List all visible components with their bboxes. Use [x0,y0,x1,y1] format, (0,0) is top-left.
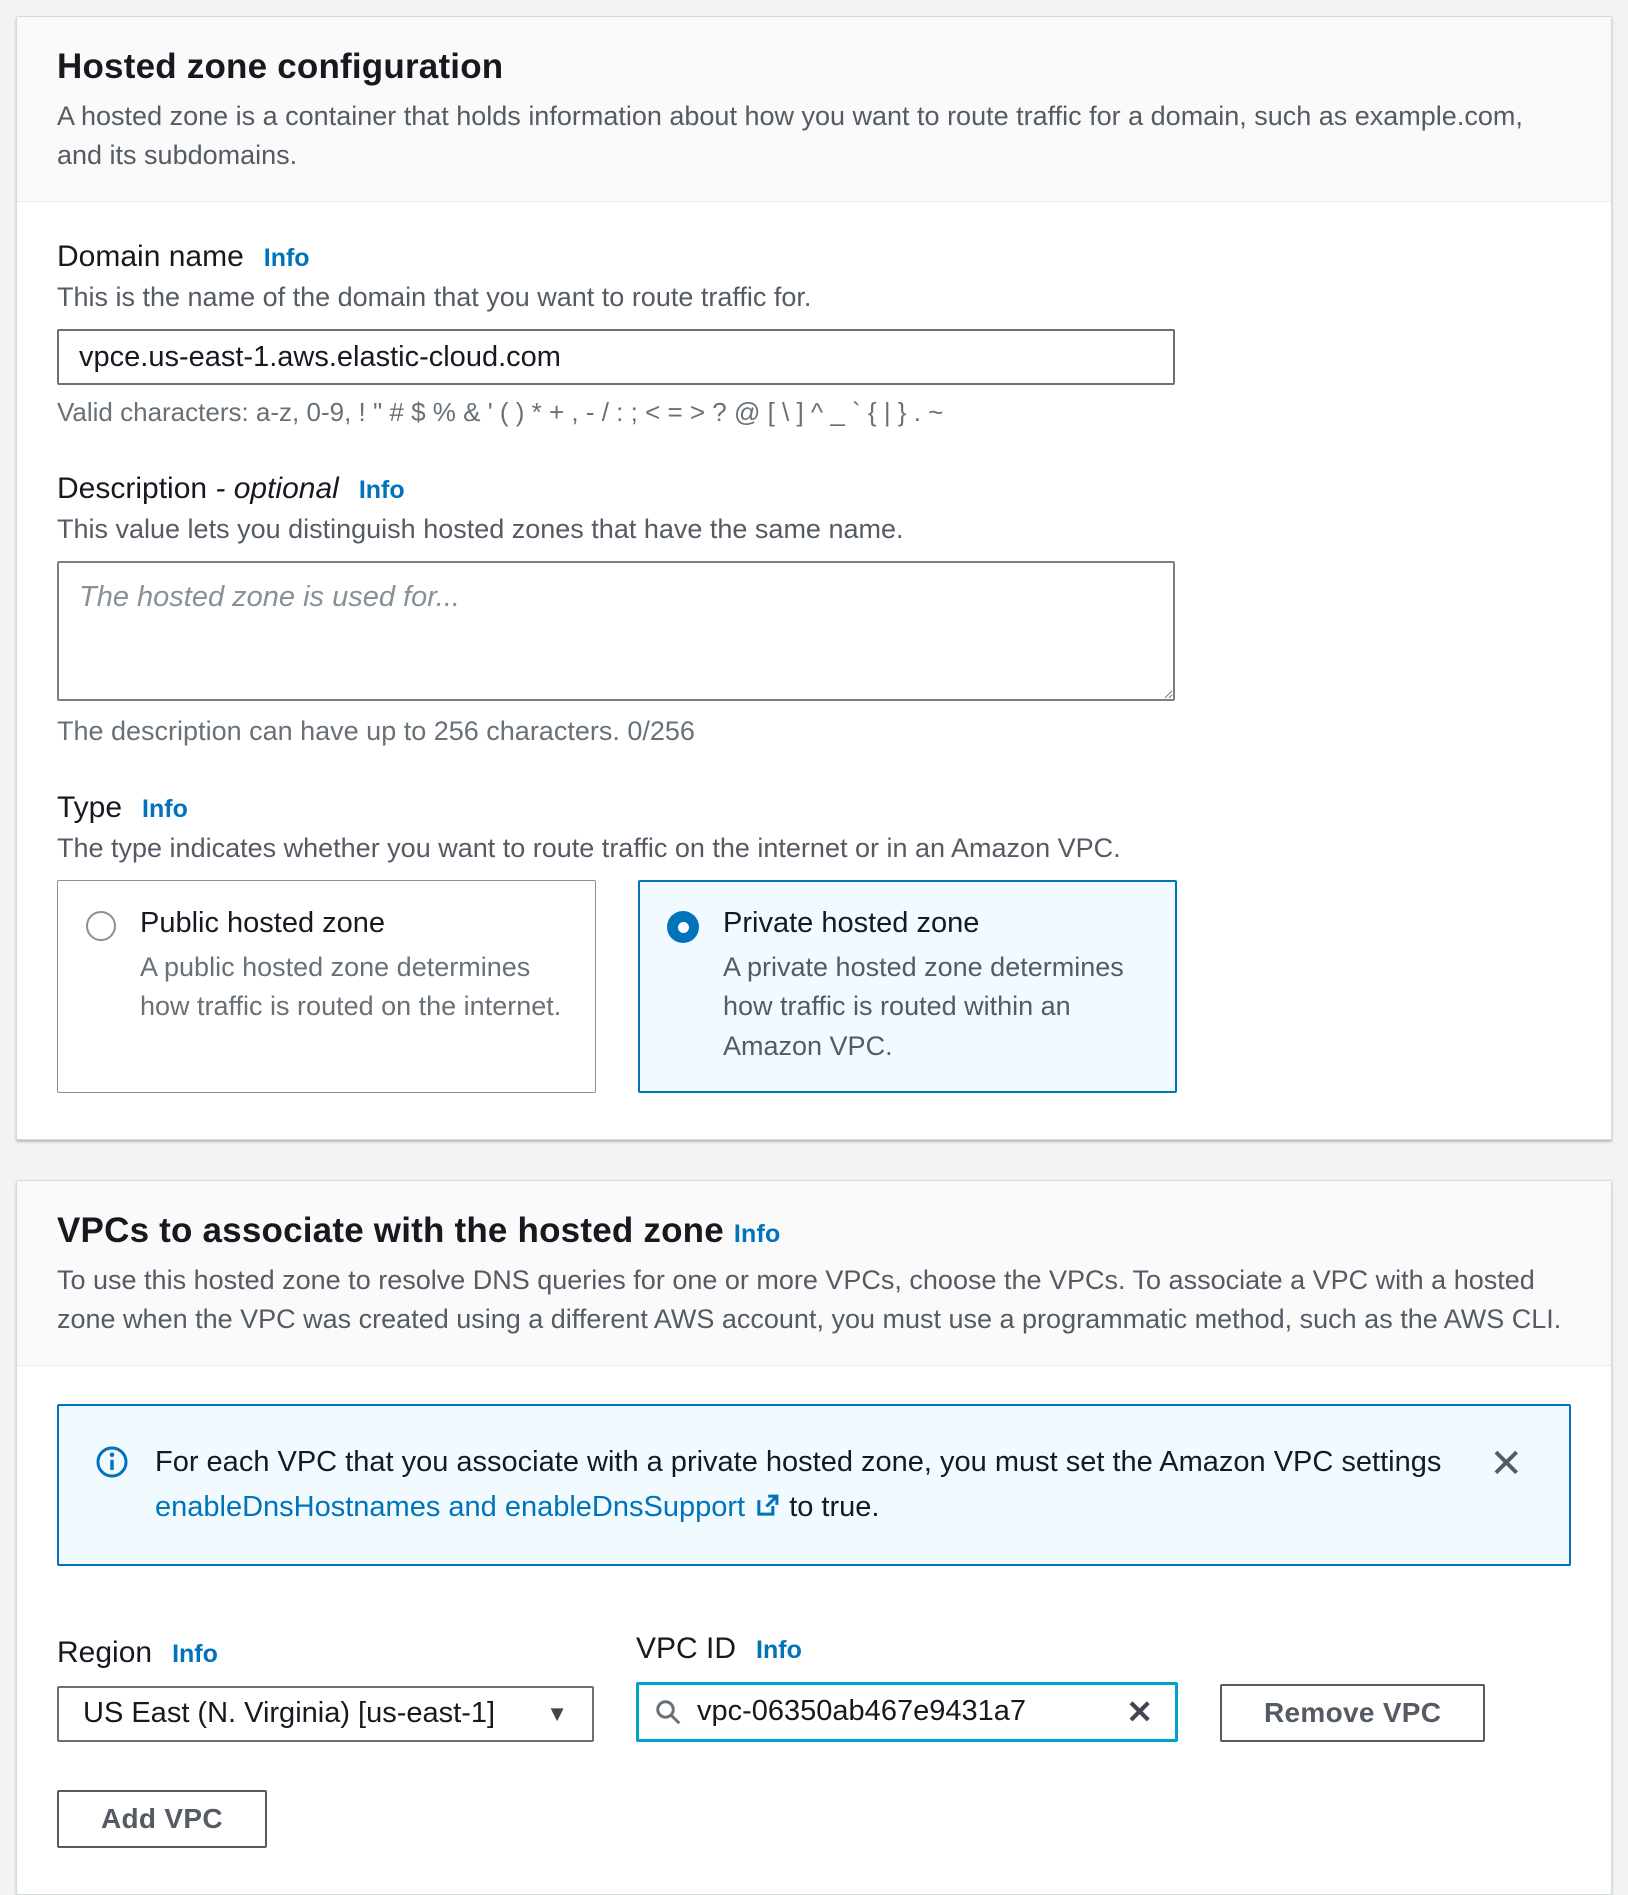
vpc-association-row [57,1632,1571,1742]
vpc-id-input[interactable] [695,1694,1120,1729]
description-optional-label: - optional [215,472,339,506]
hosted-zone-configuration-card [16,16,1612,1140]
vpc-associate-card [16,1180,1612,1895]
vpc-id-column [636,1632,1178,1742]
close-icon: ✕ [1489,1441,1523,1486]
hosted-zone-card-header [17,17,1611,202]
description-label: Description - optional [57,472,339,506]
private-hosted-zone-title: Private hosted zone [723,907,980,940]
public-hosted-zone-title: Public hosted zone [140,907,386,940]
description-field [57,472,1571,747]
domain-name-help-text: This is the name of the domain that you want to route traffic for. [57,282,812,313]
enable-dns-settings-link[interactable]: enableDnsHostnames and enableDnsSupport [155,1490,746,1523]
public-hosted-zone-option[interactable] [57,880,596,1092]
vpc-card-info-link[interactable]: Info [733,1219,781,1248]
clear-vpc-id-button[interactable] [1120,1693,1159,1731]
public-hosted-zone-description: A public hosted zone determines how traffic is routed on the internet. [140,952,562,1022]
private-hosted-zone-option[interactable] [638,880,1177,1092]
domain-name-label: Domain name [57,240,244,274]
hosted-zone-card-description: A hosted zone is a container that holds information about how you want to route traffic for a domain, such as example.com, and its subdomains. [57,101,1523,171]
domain-name-field [57,240,1571,428]
type-help-text: The type indicates whether you want to route traffic on the internet or in an Amazon VPC. [57,833,1121,864]
search-icon [653,1697,683,1727]
clear-icon: ✕ [1126,1693,1153,1730]
vpc-card-header [17,1181,1611,1366]
vpc-id-label: VPC ID [636,1631,737,1665]
domain-name-info-link[interactable]: Info [263,244,310,273]
private-hosted-zone-radio[interactable] [667,911,699,943]
public-hosted-zone-radio[interactable] [86,911,116,941]
description-char-count-hint: The description can have up to 256 characters. 0/256 [57,716,695,747]
hosted-zone-card-content [17,202,1611,1138]
vpc-id-info-link[interactable]: Info [756,1635,802,1664]
type-field [57,791,1571,1092]
hosted-zone-card-title: Hosted zone configuration [57,47,504,86]
domain-name-constraint-text: Valid characters: a-z, 0-9, ! " # $ % & ' ( ) * + , - / : ; < = > ? @ [ \ ] ^ _ ` { | } . ~ [57,397,944,428]
description-info-link[interactable]: Info [358,476,405,505]
domain-name-input[interactable] [57,329,1175,385]
private-hosted-zone-description: A private hosted zone determines how traffic is routed within an Amazon VPC. [723,952,1124,1061]
region-select[interactable] [57,1686,594,1742]
alert-text: For each VPC that you associate with a private hosted zone, you must set the Amazon VPC settings enableDnsHostnames and enableDnsSupport to true. [155,1445,1442,1523]
chevron-down-icon: ▼ [546,1700,568,1726]
remove-vpc-column [1220,1684,1485,1742]
region-select-value: US East (N. Virginia) [us-east-1] [83,1697,496,1730]
type-label: Type [57,791,123,825]
vpc-card-description: To use this hosted zone to resolve DNS queries for one or more VPCs, choose the VPCs. To associate a VPC with a hosted zone when the VPC was created using a different AWS account, you must use a programmatic method, such as the AWS CLI. [57,1264,1562,1334]
external-link-icon[interactable] [753,1492,781,1520]
type-info-link[interactable]: Info [142,795,188,824]
type-options [57,880,1571,1092]
info-circle-icon [95,1445,129,1479]
vpc-id-search-box [636,1682,1178,1742]
description-help-text: This value lets you distinguish hosted zones that have the same name. [57,514,904,545]
vpc-settings-info-alert [57,1404,1571,1566]
region-info-link[interactable]: Info [172,1639,218,1668]
region-label: Region [57,1635,153,1669]
vpc-card-title: VPCs to associate with the hosted zone Info [57,1210,781,1250]
region-column [57,1636,594,1742]
alert-close-button[interactable] [1475,1441,1537,1486]
add-vpc-button[interactable]: Add VPC [57,1790,267,1848]
vpc-card-content [17,1366,1611,1894]
description-textarea[interactable] [57,561,1175,701]
remove-vpc-button[interactable]: Remove VPC [1220,1684,1485,1742]
